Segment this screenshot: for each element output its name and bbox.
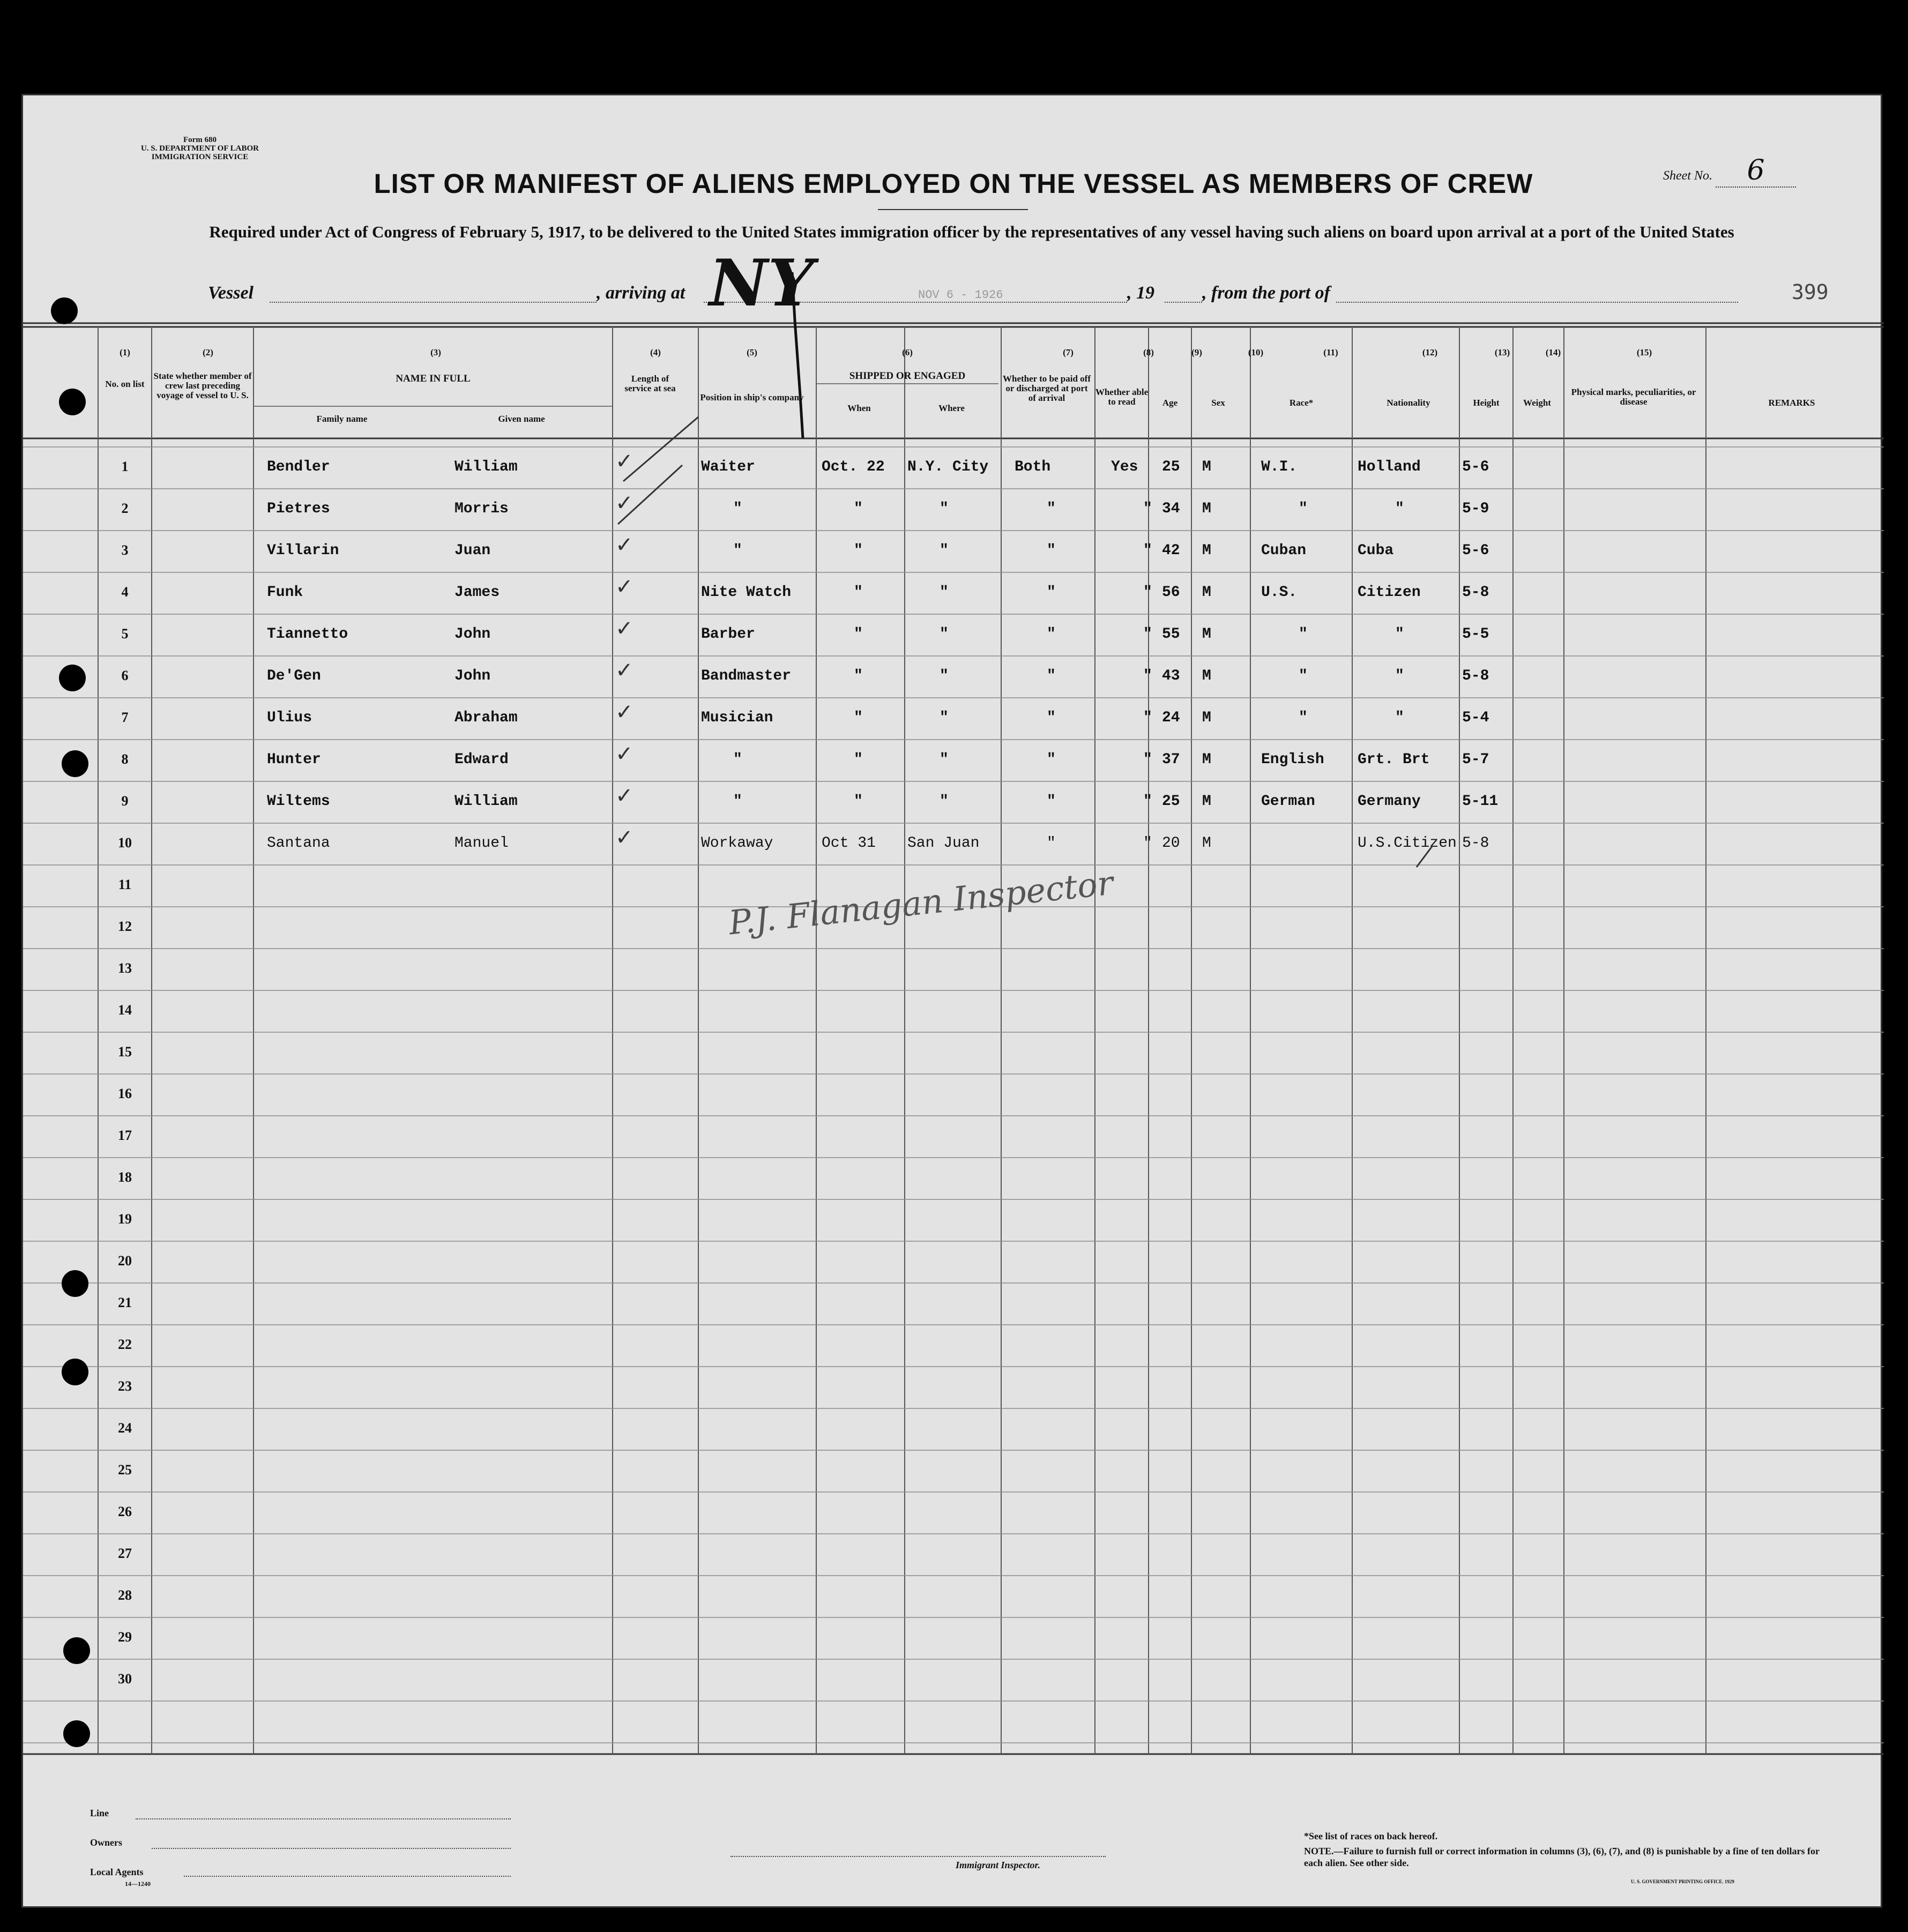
row-number: 12 <box>118 919 132 934</box>
inspector-signature: P.J. Flanagan Inspector <box>727 863 1115 943</box>
check-mark: ✓ <box>615 449 633 474</box>
check-mark: ✓ <box>615 533 633 557</box>
punch-hole <box>62 750 88 777</box>
printer-line: U. S. GOVERNMENT PRINTING OFFICE. 1929 <box>1631 1879 1734 1884</box>
cell-when: " <box>854 793 863 810</box>
cell-sex: M <box>1202 459 1211 475</box>
cell-race: U.S. <box>1261 584 1298 601</box>
cell-height: 5-9 <box>1462 501 1489 517</box>
cell-race: " <box>1299 501 1308 517</box>
cell-position: Barber <box>701 626 755 643</box>
cell-sex: M <box>1202 668 1211 684</box>
cell-read: " <box>1143 710 1152 726</box>
punch-hole <box>62 1270 88 1297</box>
cell-race: English <box>1261 751 1324 768</box>
col-num-9: (9) <box>1191 347 1202 357</box>
cell-sex: M <box>1202 626 1211 643</box>
cell-height: 5-8 <box>1462 668 1489 684</box>
form-number: Form 680 <box>183 136 217 144</box>
cell-where: San Juan <box>907 835 980 852</box>
col-num-10: (10) <box>1248 347 1264 357</box>
cell-read: " <box>1143 751 1152 768</box>
local-agents-blank <box>184 1876 511 1877</box>
col-num-14: (14) <box>1545 347 1561 357</box>
row-number: 17 <box>118 1128 132 1143</box>
header-race: Race* <box>1289 398 1314 408</box>
col-num-8: (8) <box>1143 347 1154 357</box>
cell-position: Waiter <box>701 459 755 475</box>
cell-nationality: U.S.Citizen <box>1358 835 1457 852</box>
cell-where: " <box>940 501 949 517</box>
cell-sex: M <box>1202 710 1211 726</box>
cell-height: 5-11 <box>1462 793 1499 810</box>
cell-read: " <box>1143 835 1152 852</box>
header-last-voyage: State whether member of crew last preceding voyage of vessel to U. S. <box>153 371 252 400</box>
manifest-sheet <box>21 94 1882 1908</box>
col-num-6: (6) <box>902 347 913 357</box>
cell-paid: " <box>1047 668 1056 684</box>
col-num-13: (13) <box>1494 347 1510 357</box>
row-number: 20 <box>118 1253 132 1269</box>
row-number: 30 <box>118 1671 132 1687</box>
col-num-11: (11) <box>1323 347 1338 357</box>
row-number: 18 <box>118 1169 132 1185</box>
row-number: 11 <box>118 877 132 892</box>
row-number: 8 <box>121 751 129 767</box>
cell-sex: M <box>1202 542 1211 559</box>
header-shipped-or-engaged: SHIPPED OR ENGAGED <box>849 370 966 382</box>
cell-height: 5-5 <box>1462 626 1489 643</box>
row-number: 28 <box>118 1587 132 1603</box>
cell-family: Pietres <box>267 501 330 517</box>
sheet-number-value: 6 <box>1716 154 1796 188</box>
cell-age: 37 <box>1162 751 1180 768</box>
cell-position: " <box>733 793 742 810</box>
cell-read: " <box>1143 668 1152 684</box>
cell-nationality: Citizen <box>1358 584 1421 601</box>
cell-where: " <box>940 793 949 810</box>
check-mark: ✓ <box>615 784 633 808</box>
cell-height: 5-6 <box>1462 542 1489 559</box>
cell-given: Juan <box>454 542 491 559</box>
header-age: Age <box>1162 398 1178 408</box>
col-num-12: (12) <box>1422 347 1438 357</box>
form-code: 14—1240 <box>125 1880 151 1888</box>
cell-age: 56 <box>1162 584 1180 601</box>
cell-paid: " <box>1047 751 1056 768</box>
row-number: 2 <box>121 501 129 516</box>
header-when: When <box>847 403 871 413</box>
cell-nationality: Grt. Brt <box>1358 751 1430 768</box>
cell-race: German <box>1261 793 1315 810</box>
header-height: Height <box>1473 398 1500 408</box>
cell-race: W.I. <box>1261 459 1298 475</box>
col-num-3: (3) <box>430 347 441 357</box>
cell-race: " <box>1299 668 1308 684</box>
form-department: U. S. DEPARTMENT OF LABOR <box>140 144 259 153</box>
cell-family: Santana <box>267 835 330 852</box>
cell-age: 34 <box>1162 501 1180 517</box>
cell-given: Morris <box>454 501 509 517</box>
cell-age: 55 <box>1162 626 1180 643</box>
cell-where: N.Y. City <box>907 459 989 475</box>
row-number: 22 <box>118 1337 132 1352</box>
row-number: 9 <box>121 793 129 809</box>
cell-given: James <box>454 584 500 601</box>
cell-age: 42 <box>1162 542 1180 559</box>
header-nationality: Nationality <box>1387 398 1430 408</box>
cell-given: William <box>454 793 518 810</box>
cell-read: " <box>1143 584 1152 601</box>
row-number: 10 <box>118 835 132 851</box>
cell-nationality: " <box>1395 710 1404 726</box>
cell-family: Ulius <box>267 710 312 726</box>
cell-when: " <box>854 626 863 643</box>
owners-label: Owners <box>90 1837 122 1848</box>
cell-when: " <box>854 501 863 517</box>
cell-height: 5-4 <box>1462 710 1489 726</box>
cell-where: " <box>940 584 949 601</box>
cell-position: Workaway <box>701 835 773 852</box>
cell-family: Hunter <box>267 751 321 768</box>
header-able-to-read: Whether able to read <box>1095 387 1149 407</box>
cell-position: Bandmaster <box>701 668 792 684</box>
header-no-on-list: No. on list <box>105 379 145 389</box>
cell-sex: M <box>1202 751 1211 768</box>
cell-sex: M <box>1202 793 1211 810</box>
page-stamp-number: 399 <box>1792 280 1829 304</box>
inspector-blank <box>731 1856 1106 1857</box>
col-num-4: (4) <box>650 347 661 357</box>
cell-age: 43 <box>1162 668 1180 684</box>
row-number: 23 <box>118 1378 132 1394</box>
header-name-in-full: NAME IN FULL <box>396 373 471 384</box>
cell-position: Musician <box>701 710 773 726</box>
cell-paid: " <box>1047 501 1056 517</box>
col-num-15: (15) <box>1636 347 1652 357</box>
cell-when: " <box>854 751 863 768</box>
cell-where: " <box>940 668 949 684</box>
arriving-port-handwritten: NY <box>709 245 814 321</box>
row-number: 14 <box>118 1002 132 1018</box>
cell-nationality: " <box>1395 501 1404 517</box>
cell-sex: M <box>1202 835 1211 852</box>
punch-hole <box>59 665 86 691</box>
row-number: 1 <box>121 459 129 474</box>
check-mark: ✓ <box>615 575 633 599</box>
col-num-2: (2) <box>203 347 213 357</box>
cell-when: " <box>854 542 863 559</box>
page-title: LIST OR MANIFEST OF ALIENS EMPLOYED ON THE VESSEL AS MEMBERS OF CREW <box>374 168 1533 199</box>
row-number: 6 <box>121 668 129 683</box>
col-num-1: (1) <box>120 347 130 357</box>
row-number: 13 <box>118 960 132 976</box>
cell-given: Edward <box>454 751 509 768</box>
cell-given: John <box>454 626 491 643</box>
year-label: , 19 <box>1127 283 1154 303</box>
check-mark: ✓ <box>615 742 633 766</box>
check-mark: ✓ <box>615 658 633 683</box>
cell-when: " <box>854 584 863 601</box>
form-service: IMMIGRATION SERVICE <box>151 153 249 161</box>
cell-position: Nite Watch <box>701 584 792 601</box>
cell-paid: " <box>1047 542 1056 559</box>
header-where: Where <box>938 403 965 413</box>
cell-nationality: Cuba <box>1358 542 1394 559</box>
cell-paid: " <box>1047 710 1056 726</box>
cell-read: Yes <box>1111 459 1138 475</box>
header-position: Position in ship's company <box>700 392 804 402</box>
cell-paid: " <box>1047 835 1056 852</box>
cell-nationality: " <box>1395 626 1404 643</box>
punch-hole <box>59 389 86 415</box>
cell-paid: " <box>1047 584 1056 601</box>
header-remarks: REMARKS <box>1768 398 1815 408</box>
cell-age: 25 <box>1162 793 1180 810</box>
punch-hole <box>63 1720 90 1747</box>
cell-position: " <box>733 751 742 768</box>
row-number: 7 <box>121 710 129 725</box>
cell-read: " <box>1143 626 1152 643</box>
cell-when: " <box>854 710 863 726</box>
cell-given: William <box>454 459 518 475</box>
cell-read: " <box>1143 501 1152 517</box>
cell-read: " <box>1143 542 1152 559</box>
date-stamp: NOV 6 - 1926 <box>918 288 1003 302</box>
header-paid-off: Whether to be paid off or discharged at port of arrival <box>1002 374 1091 403</box>
cell-given: John <box>454 668 491 684</box>
cell-race: " <box>1299 626 1308 643</box>
cell-sex: M <box>1202 501 1211 517</box>
cell-paid: " <box>1047 626 1056 643</box>
cell-family: Tiannetto <box>267 626 348 643</box>
row-number: 21 <box>118 1295 132 1310</box>
row-number: 16 <box>118 1086 132 1101</box>
cell-given: Manuel <box>454 835 509 852</box>
cell-where: " <box>940 542 949 559</box>
cell-family: Funk <box>267 584 303 601</box>
row-number: 3 <box>121 542 129 558</box>
row-number: 29 <box>118 1629 132 1645</box>
row-number: 24 <box>118 1420 132 1436</box>
cell-given: Abraham <box>454 710 518 726</box>
sheet-number-label: Sheet No. <box>1663 169 1712 183</box>
cell-nationality: Holland <box>1358 459 1421 475</box>
cell-nationality: " <box>1395 668 1404 684</box>
header-given-name: Given name <box>498 414 545 424</box>
vessel-label: Vessel <box>208 283 254 303</box>
arriving-label: , arriving at <box>597 283 685 303</box>
cell-read: " <box>1143 793 1152 810</box>
cell-nationality: Germany <box>1358 793 1421 810</box>
row-number: 19 <box>118 1211 132 1227</box>
header-sex: Sex <box>1211 398 1225 408</box>
line-label: Line <box>90 1808 109 1818</box>
cell-when: Oct 31 <box>822 835 876 852</box>
row-number: 5 <box>121 626 129 641</box>
punch-hole <box>62 1359 88 1385</box>
cell-paid: Both <box>1015 459 1051 475</box>
owners-blank <box>152 1848 511 1849</box>
cell-age: 25 <box>1162 459 1180 475</box>
header-weight: Weight <box>1523 398 1551 408</box>
cell-family: Villarin <box>267 542 339 559</box>
col-num-7: (7) <box>1063 347 1074 357</box>
from-port-label: , from the port of <box>1202 283 1330 303</box>
cell-height: 5-7 <box>1462 751 1489 768</box>
cell-sex: M <box>1202 584 1211 601</box>
row-number: 15 <box>118 1044 132 1060</box>
col-num-5: (5) <box>747 347 757 357</box>
inspector-label: Immigrant Inspector. <box>956 1860 1041 1870</box>
line-blank <box>136 1818 511 1819</box>
row-number: 25 <box>118 1462 132 1478</box>
cell-where: " <box>940 710 949 726</box>
cell-family: De'Gen <box>267 668 321 684</box>
page-subtitle: Required under Act of Congress of February 5, 1917, to be delivered to the United States immigration officer by the representatives of any vessel having such aliens on board upon arrival at a port of the United States <box>209 222 1734 241</box>
cell-when: " <box>854 668 863 684</box>
cell-race: Cuban <box>1261 542 1307 559</box>
cell-position: " <box>733 501 742 517</box>
cell-height: 5-8 <box>1462 584 1489 601</box>
cell-race: " <box>1299 710 1308 726</box>
ruling-grid <box>23 95 1884 1909</box>
cell-age: 20 <box>1162 835 1180 852</box>
check-mark: ✓ <box>615 825 633 850</box>
cell-height: 5-6 <box>1462 459 1489 475</box>
cell-position: " <box>733 542 742 559</box>
cell-height: 5-8 <box>1462 835 1489 852</box>
cell-age: 24 <box>1162 710 1180 726</box>
check-mark: ✓ <box>615 700 633 725</box>
cell-family: Wiltems <box>267 793 330 810</box>
check-mark: ✓ <box>615 616 633 641</box>
punch-hole <box>63 1637 90 1664</box>
cell-where: " <box>940 626 949 643</box>
check-mark: ✓ <box>615 491 633 516</box>
row-number: 26 <box>118 1504 132 1519</box>
header-family-name: Family name <box>316 414 368 424</box>
penalty-note: NOTE.—Failure to furnish full or correct information in columns (3), (6), (7), and (8) is punishable by a fine of ten dollars for each alien. See other side. <box>1304 1846 1820 1868</box>
race-footnote: *See list of races on back hereof. <box>1304 1831 1438 1841</box>
cell-paid: " <box>1047 793 1056 810</box>
row-number: 27 <box>118 1546 132 1561</box>
header-length-of-service: Length of service at sea <box>624 374 676 393</box>
local-agents-label: Local Agents <box>90 1867 144 1877</box>
punch-hole <box>51 297 78 324</box>
cell-where: " <box>940 751 949 768</box>
cell-family: Bendler <box>267 459 330 475</box>
header-physical-marks: Physical marks, peculiarities, or disease <box>1571 387 1696 407</box>
cell-when: Oct. 22 <box>822 459 885 475</box>
row-number: 4 <box>121 584 129 600</box>
